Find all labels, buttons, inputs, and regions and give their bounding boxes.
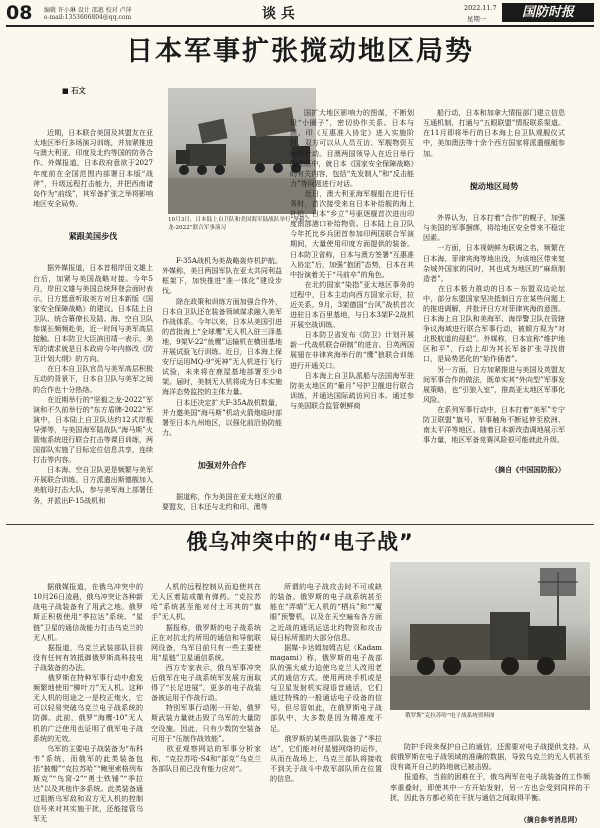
article2-headline: 俄乌冲突中的“电子战” (186, 530, 414, 554)
page-number: 08 (6, 2, 33, 24)
issue-date: 2022.11.7 (464, 4, 497, 12)
weekday: 星期一 (467, 15, 487, 23)
article1-lead: 近期，日本联合美国及其盟友在亚太地区举行多场演习训练，并加紧推进与澳大利亚、印度及北约等国的防务合作。外媒报道，日本政府意欲于2027年度前在全国范围内部署日本版“战斧”，升级远程打击能力，并把西南诸岛作为“前线”，其军备扩张之举将影响地区安全局势。 (33, 128, 153, 208)
email: e-mail:1353606804@qq.com (44, 14, 132, 21)
article2-column-2 (151, 562, 261, 824)
article1-column-3 (290, 88, 414, 520)
article2-col3-text: 所谓的电子战攻击时不可或缺的装备。俄罗斯的电子战系统甚至能在“弄晴”无人机的“栖兵”和““魔眼”预警机，以及在天空遍布各方面之近战的通讯运送北约物资和攻击局日标所需的大部分信息。 据媒·卡达姆加姆吉尼（Kadammagami）称，俄罗斯的电子战部队的强大威力迫使乌克兰人改用老式的通信方式。使用两块手机或是与卫星发射机实现语音通话，它们通过特殊的一般通话电子设备的信号，但尽管如此，在俄罗斯电子战部队中，大多数是因为精准度不足。 俄罗斯的某些部队装备了“季拉达”，它们能对付星链网络的运作，从而在战场上，乌克兰部队将接收不到关于战斗中敌军部队所在位置的信息。 (270, 582, 382, 783)
article1-col2-text: F-35A战机为美战略轰炸机护航。外媒称，美日两国军队在亚太共同利益框架下，加快推进“准一体化”建设步伐。 除在政策和训练方面加强合作外，日本自卫队还在装备领域谋求融入美军作战体系。今年以来，日本从美国引进的首批海上“全球鹰”无人机入驻三泽基地，9架V-22“鱼鹰”运输机在横田基地开展试验飞行训练。近日，日本海上保安厅运用MQ-9“死神”无人机进行飞行试验，未来将在鹿屋基地部署至少8架。届时，美制无人机将成为日本实施海洋态势监控的主体力量。 日本还决定扩大F-35A战机数量，并力邀美国“海马斯”机动火箭炮临时部署至日本九州地区，以强化前沿协防能力。 (162, 256, 282, 437)
subheading-external-cooperation: 加强对外合作 (197, 460, 247, 471)
article2-column-3 (270, 562, 382, 824)
subheading-regional-situation: 搅动地区局势 (469, 180, 519, 191)
article2-col1-text: 据俄媒报道，在俄乌冲突中的10月26日凌晨，俄乌冲突让各种新战电子战装备有了用武之地。俄罗斯正积极使用“季拉达”系统、“星链”卫星的通信战能力打击乌克兰的无人机。 据报道，乌克兰武装部队目前没有任何有效抵御俄罗斯高科技电子战装备的办法。 俄罗斯在特种军事行动中愈发频繁地使用“柳叶刀”无人机。这种无人机的用途之一是校正炮火，它可以轻易突破乌克兰电子战系统的防御。此前，俄罗“海鹰-10”无人机的广泛使用也证明了俄军电子战系统的无效。 乌军的主要电子战装备为“布科韦”系统，而俄军的此类装备包括“披帽”“克拉苏哈”“鲍里索格列布斯克”“鸟窝-2”“勇士铁锤”“季拉达”以及其他许多系统。此类装备通过阻断乌军敌和双方无人机的控制信号来对其实施干扰，还能接管乌军无 (33, 582, 143, 824)
article1-column-2 (162, 236, 282, 520)
article2-col2-text: 人机的远程控制从而迫使其在无人区着陆或撤有弹药。“克拉苏哈”系统甚至能对付土耳其的“旗手”无人机。 据报称，俄罗斯的电子战系统正在对抗北约所用的通信和导航联网设备，乌军目前只有一些主要使用“星链”卫星通信系统。 西方专家表示，俄乌军事冲突后俄军在电子战系统军发展方面取得了“长足进展”，更多的电子战装备被运用于作战行动。 特别军事行动刚一开始，俄罗斯武装力量就击毁了乌军的大量防空设施。因此，只有少数防空装备可用于“压制作战效能”。 欧亚观察网站的军事分析家称，“克拉苏哈-S4和“部克”乌克兰各部队目前已没有能力应对“。 (151, 582, 261, 773)
article1-source: （摘自《中国国防报》） (491, 465, 565, 475)
article2-source: （摘自参考消息网） (520, 816, 582, 824)
article1-section2-intro: 据道称，作为美国在亚太地区的重要盟友，日本还与北约和印、澳等 (162, 492, 282, 512)
article1-col4-text: 船行动，日本和加拿大情报部门建立信息互通机制，打通与“五眼联盟”情报联系渠道。在11月即将举行的日本海上自卫队观舰仪式中，美加澳法等十余个西方国家将派遣舰艇参加。 (423, 108, 565, 158)
article1-column-4 (423, 88, 565, 520)
article2-column-1 (33, 562, 143, 824)
article1-section3-text: 外界认为，日本打着“合作”的幌子，加强与美国的军事捆绑，将给地区安全带来不稳定因素。 一方面，日本视朝鲜为联调之名，频繁在日本海、菲律宾海等地出没，为该地区带来复杂城外国家的同时，其也成为地区的“麻烦制造者”。 在日本极力推动的日本－东盟双边论坛中，部分东盟国家坚决抵制日方在某些问题上的推进调解，并批评日方对菲律宾海的意图。日本海上自卫队和美海军、海岸警卫队在管辖争议海域进行联合军事行动，被倾方视为“对北极航道的侵犯”。外媒称，日本宣称“维护地区和平”，行动上却为其长军备扩张寻找借口，是局势恶化的“始作俑者”。 另一方面，日方加紧推进与美国及英盟友间军事合作的做法，既单实其“外向型”军事发展策略，也“引狼入室”，推高亚太地区军事化风险。 在系列军事行动中，日本打着“美军”专宁防卫联盟“旗号，军事触角不断延伸至欧洲、南太平洋等地区。随着日本新改造调地展示军事力量，地区军备竞赛风险很可能就此升级。 (423, 213, 565, 445)
section-title: 谈 兵 (262, 6, 295, 22)
article2-column-4 (390, 722, 590, 812)
header-rule (6, 25, 594, 27)
article1-col3-text: 国扩大地区影响力的图谋，不断划设“小圈子”，密切协作关系。日本与澳、印《互惠准入协定》进入实施阶段，双方可以从人员互访、军舰物资互助等行动。目澳两国领导人在近日举行的会晤中，就日本《国家安全保障战略》的有关内容，包括“先发制人”和“反击能力”等问题进行对话。 近日，澳大利亚海军舰船在进行任务时，首次接受来自日本补给舰的海上补给。日本“乡立”号驱逐舰首次进出印度南部港口补给物资。日本陆上自卫队今年托比乡兵团首参加印两国联合军演期间，大量使用印度方面提供的装备。日本防卫省称，日本与澳方签署“互惠准入协定”后，加强“抱团”态势，日本在其中扮演着关于“马前卒”的角色。 在北约国家“染指”亚太地区事务的过程中，日本主动向西方国家示好，拉近关系。9月，3架德国“台风”战机首次进驻日本百里基地，与日本3架F-2战机开展空战训练。 日本防卫省发布《防卫》计划开展新一代战机联合研制”的进言。日英两国展翅在非律宾海举行的“鹰”狼联合训练进行开通关口。 日本海上自卫队派船与法国海军驻防美太地区的“葡月”号护卫舰进行联合训练，并通达国际疏访问日本。通过参与美国联合监管朝鲜商 (290, 108, 414, 410)
subheading-following-us: 紧跟美国步伐 (68, 231, 118, 242)
article1-photo-caption: 10月3日，日本陆上自卫队和美国海军陆战队举行“坚毅之龙-2022”联合军事演习 (168, 217, 311, 231)
article1-column-1 (33, 108, 153, 520)
masthead-logo: 国防时报 (502, 3, 594, 22)
article2-photo-caption: 俄罗斯“克拉苏哈”电子战系统资料图 (405, 713, 495, 719)
article1-headline: 日本军事扩张搅动地区局势 (126, 36, 474, 67)
electronic-warfare-photo (390, 562, 590, 710)
article1-section1-text: 据外媒报道，日本首相岸田文雄上台后，加紧与美国战略对接。今年5月，岸田文雄与美国总统拜登会面时表示，日方愿意听取美方对日本新版《国家安全保障战略》的建议。日本陆上自卫队、统合幕僚长及陆、海、空自卫队参谋长频频赴美，近一时间与美军高层接触。日本防卫大臣滨田靖一表示，美军的请求就是日本政府今年内修改《防卫计划大纲》的方向。 在日本自卫队官员与美军高层积极互动的背景下，日本自卫队与美军之间的合作也十分热络。 在近期举行的“坚毅之龙-2022”军演和不久前举行的“东方盾牌-2022”军演中，日本陆上自卫队达约12式岸舰导弹等，与美国海军陆战队“海马斯”火箭炮系统进行联合打击等课目训练，两国部队实施了目标定位信息共享，连续打击等内容。 日本海、空自卫队更是频繁与美军开展联合训练。日方派遣出斯德舰加入美航母打击大队，参与美军海上部署任务，并派出F-15战机和 (33, 263, 153, 505)
article1-byline: ■ 石文 (62, 86, 86, 95)
article2-col4-text: 防护手段来保护自己的通信，还需要对电子战提供支持。从前俄罗斯在电子战领域的准确的数据，导致乌克兰的无人机甚至没有离开自己的阵地就已被击毁。 报道称，当前的困难在于，俄乌两军在电子战装备的工作频率重叠时，即使其中一方开始发射，另一方也会受到同样的干扰，因此各方都必须在干扰与通信之间取得平衡。 (390, 742, 590, 802)
editor-line: 编辑 许小琳 设计 邵惠 校对 卢萍 (44, 7, 132, 14)
article-divider (6, 524, 594, 525)
